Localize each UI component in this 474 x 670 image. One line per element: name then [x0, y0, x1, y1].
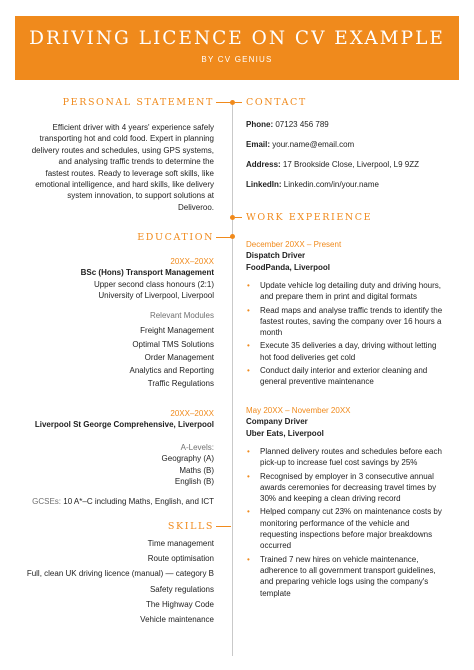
bullet-line: fastest routes, saving the company over 16 hours a — [260, 316, 442, 326]
skill-item: Time management — [147, 539, 214, 548]
list-item — [246, 305, 456, 339]
bullet-line: requesting inspections before major breakdowns — [260, 530, 433, 540]
module-item: Traffic Regulations — [147, 379, 214, 389]
job-bullets — [246, 446, 456, 601]
job-header — [246, 239, 341, 273]
gcses-value: 10 A*–C including Maths, English, and ICT — [63, 497, 214, 506]
phone-label: Phone: — [246, 120, 274, 129]
email-label: Email: — [246, 140, 271, 149]
heading-rule — [216, 237, 231, 238]
school-name: Liverpool St George Comprehensive, Liverpool — [34, 420, 214, 430]
statement-line: emotional intelligence, and hard skills, like delivery — [35, 180, 214, 190]
modules-heading: Relevant Modules — [149, 311, 214, 320]
degree-dates: 20XX–20XX — [170, 257, 214, 266]
gcses-row — [32, 496, 214, 507]
list-item — [246, 506, 456, 551]
address-value: 17 Brookside Close, Liverpool, L9 9ZZ — [282, 160, 419, 169]
heading-rule — [235, 102, 242, 103]
modules-block — [130, 310, 215, 390]
address-label: Address: — [246, 160, 281, 169]
list-item — [246, 280, 456, 303]
bullet-line: month — [260, 328, 283, 338]
list-item — [246, 446, 456, 469]
skill-item: Route optimisation — [147, 554, 214, 564]
job-bullets — [246, 280, 456, 390]
page-title: DRIVING LICENCE ON CV EXAMPLE — [29, 28, 445, 49]
school-block — [35, 408, 214, 431]
gcses-label: GCSEs: — [32, 497, 62, 506]
statement-line: and analysing traffic trends to determine the — [58, 157, 214, 167]
bullet-icon: • — [247, 554, 250, 564]
skill-item: Safety regulations — [149, 584, 214, 594]
degree-block — [81, 256, 214, 302]
module-item: Optimal TMS Solutions — [132, 339, 214, 349]
bullet-line: Helped company cut 23% on maintenance costs by — [260, 507, 442, 517]
bullet-icon: • — [247, 447, 250, 456]
bullet-line: Read maps and analyse traffic trends to identify the — [260, 305, 443, 315]
phone-value: 07123 456 789 — [275, 120, 329, 129]
skills-list — [27, 536, 214, 627]
center-divider — [232, 101, 233, 656]
bullet-line: monitoring performance of the vehicle and — [260, 518, 410, 528]
bullet-icon: • — [247, 366, 250, 376]
education-heading: EDUCATION — [137, 232, 214, 243]
personal-statement-heading: PERSONAL STATEMENT — [62, 97, 214, 108]
bullet-line: adherence to all government transport guidelines, — [260, 565, 436, 575]
heading-rule — [216, 102, 231, 103]
work-experience-heading: WORK EXPERIENCE — [246, 212, 373, 223]
bullet-line: Execute 35 deliveries a day, driving without letting — [260, 341, 437, 351]
bullet-line: Conduct daily interior and exterior cleaning and — [260, 366, 428, 376]
statement-line: fastest routes. Ready to leverage soft skills, like — [45, 168, 214, 178]
job-title: Company Driver — [246, 417, 308, 427]
linkedin-value[interactable]: Linkedin.com/in/your.name — [283, 180, 379, 189]
heading-rule — [216, 526, 231, 527]
bullet-icon: • — [247, 471, 250, 481]
bullet-line: occurred — [260, 541, 292, 551]
statement-line: system innovation, to support solutions at — [67, 191, 214, 201]
bullet-icon: • — [247, 507, 250, 517]
degree-classification: Upper second class honours (2:1) — [93, 279, 214, 289]
statement-line: Efficient driver with 4 years' experience safely — [52, 123, 214, 132]
statement-line: Deliveroo. — [177, 202, 214, 212]
linkedin-label: LinkedIn: — [246, 180, 282, 189]
bullet-line: Recognised by employer in 3 consecutive annual — [260, 471, 434, 481]
contact-linkedin — [246, 180, 379, 189]
alevel-item: Maths (B) — [179, 465, 214, 475]
bullet-line: pick-up to increase fuel cost savings by 25% — [260, 458, 418, 468]
bullet-line: general preventive maintenance — [260, 377, 374, 387]
bullet-line: and preparing vehicle logs using the company's — [260, 577, 429, 587]
degree-title: BSc (Hons) Transport Management — [80, 268, 214, 278]
personal-statement-text — [32, 122, 214, 213]
bullet-line: hot food deliveries get cold — [260, 352, 356, 362]
alevel-item: English (B) — [174, 477, 214, 487]
bullet-line: Planned delivery routes and schedules before each — [260, 447, 442, 456]
list-item — [246, 365, 456, 388]
contact-phone — [246, 120, 329, 129]
contact-heading: CONTACT — [246, 97, 307, 108]
university: University of Liverpool, Liverpool — [98, 291, 214, 301]
module-item: Order Management — [144, 352, 214, 362]
job-company: Uber Eats, Liverpool — [246, 428, 324, 438]
email-value[interactable]: your.name@email.com — [272, 140, 355, 149]
bullet-icon: • — [247, 341, 250, 351]
alevels-block — [162, 442, 214, 488]
bullet-line: template — [260, 588, 291, 598]
heading-rule — [235, 217, 242, 218]
job-dates: December 20XX – Present — [246, 240, 342, 249]
module-item: Analytics and Reporting — [129, 366, 214, 376]
bullet-icon: • — [247, 305, 250, 315]
job-title: Dispatch Driver — [246, 251, 306, 261]
statement-line: transporting hot and cold food. Expert in planning — [39, 134, 214, 144]
alevels-heading: A-Levels: — [180, 443, 214, 452]
contact-address — [246, 160, 419, 169]
skill-item: Full, clean UK driving licence (manual) — category B — [26, 569, 214, 579]
skill-item: The Highway Code — [145, 599, 214, 609]
school-dates: 20XX–20XX — [170, 409, 214, 418]
list-item — [246, 471, 456, 505]
bullet-line: Trained 7 new hires on vehicle maintenance, — [260, 554, 419, 564]
job-company: FoodPanda, Liverpool — [246, 262, 331, 272]
header-banner — [15, 16, 459, 80]
bullet-line: Update vehicle log detailing duty and driving hours, — [260, 281, 442, 290]
job-dates: May 20XX – November 20XX — [246, 406, 351, 415]
bullet-line: 30% and keeping a clean driving record — [260, 494, 401, 504]
page-subtitle: BY CV GENIUS — [201, 55, 273, 64]
bullet-line: and prepare them in print and digital formats — [260, 292, 417, 302]
bullet-line: awards ceremonies for decreasing travel times by — [260, 482, 437, 492]
skill-item: Vehicle maintenance — [140, 615, 214, 625]
job-header — [246, 405, 351, 439]
skills-heading: SKILLS — [167, 521, 214, 532]
contact-email — [246, 140, 354, 149]
list-item — [246, 554, 456, 599]
module-item: Freight Management — [140, 326, 214, 336]
list-item — [246, 340, 456, 363]
alevel-item: Geography (A) — [161, 454, 214, 464]
bullet-icon: • — [247, 281, 250, 290]
statement-line: delivery routes and schedules, using GPS systems, — [31, 145, 214, 155]
